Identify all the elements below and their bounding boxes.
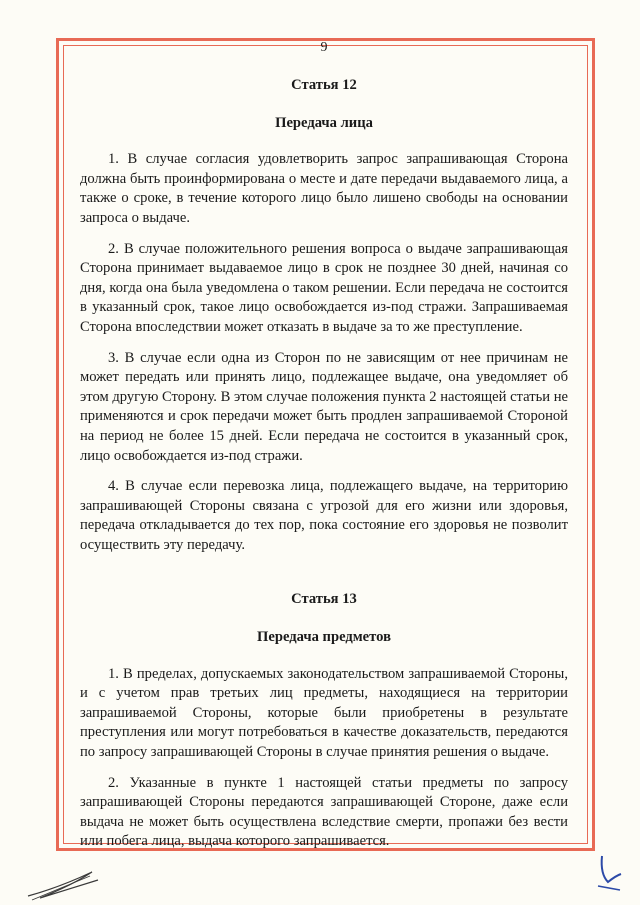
document-body xyxy=(80,40,568,863)
paragraph: 3. В случае если одна из Сторон по не зависящим от нее причинам не может передать или принять лицо, подлежащее выдаче, она уведомляет об этом другую Сторону. В этом случае положения пункта 2 настоящей статьи не применяются и срок передачи может быть продлен запрашиваемой Стороной на период не более 15 дней. Если передача не состоится в указанный срок, лицо освобождается из-под стражи. xyxy=(80,349,568,464)
signature-mark xyxy=(20,850,170,905)
paragraph: 1. В случае согласия удовлетворить запрос запрашивающая Сторона должна быть проинформирована о месте и дате передачи выдаваемого лица, а также о сроке, в течение которого лицо было лишено свободы на основании запроса о выдаче. xyxy=(80,151,568,226)
page-number: 9 xyxy=(320,40,328,55)
article-heading: Статья 12 xyxy=(291,77,357,93)
article-heading: Статья 13 xyxy=(291,591,357,608)
paragraph: 4. В случае если перевозка лица, подлежащего выдаче, на территорию запрашивающей Стороны связана с угрозой для его жизни или здоровья, передача откладывается до тех пор, пока состояние его здоровья не позволит осуществить эту передачу. xyxy=(80,478,568,553)
paragraph: 2. Указанные в пункте 1 настоящей статьи предметы по запросу запрашивающей Стороны передаются запрашивающей Стороне, даже если выдача не может быть осуществлена вследствие смерти, пропажи без вести или побега лица, выдача которого запрашивается. xyxy=(80,774,568,850)
initial-mark xyxy=(588,848,628,893)
article-13 xyxy=(80,590,568,852)
paragraph: 1. В пределах, допускаемых законодательством запрашиваемой Стороны, и с учетом прав третьих лиц предметы, находящиеся на территории запрашиваемой Стороны, которые были приобретены в результате преступления или могут потребоваться в качестве доказательств, передаются по запросу запрашивающей Стороны в случае принятия решения о выдаче. xyxy=(80,665,568,761)
article-title: Передача лица xyxy=(275,114,373,131)
paragraph: 2. В случае положительного решения вопроса о выдаче запрашивающая Сторона принимает выдаваемое лицо в срок не позднее 30 дней, начиная со дня, когда она была уведомлена о таком решении. Если передача не состоится в указанный срок, такое лицо освобождается из-под стражи. Запрашиваемая Сторона впоследствии может отказать в выдаче за то же преступление. xyxy=(80,240,568,335)
article-12 xyxy=(80,76,568,555)
article-title: Передача предметов xyxy=(257,629,391,646)
